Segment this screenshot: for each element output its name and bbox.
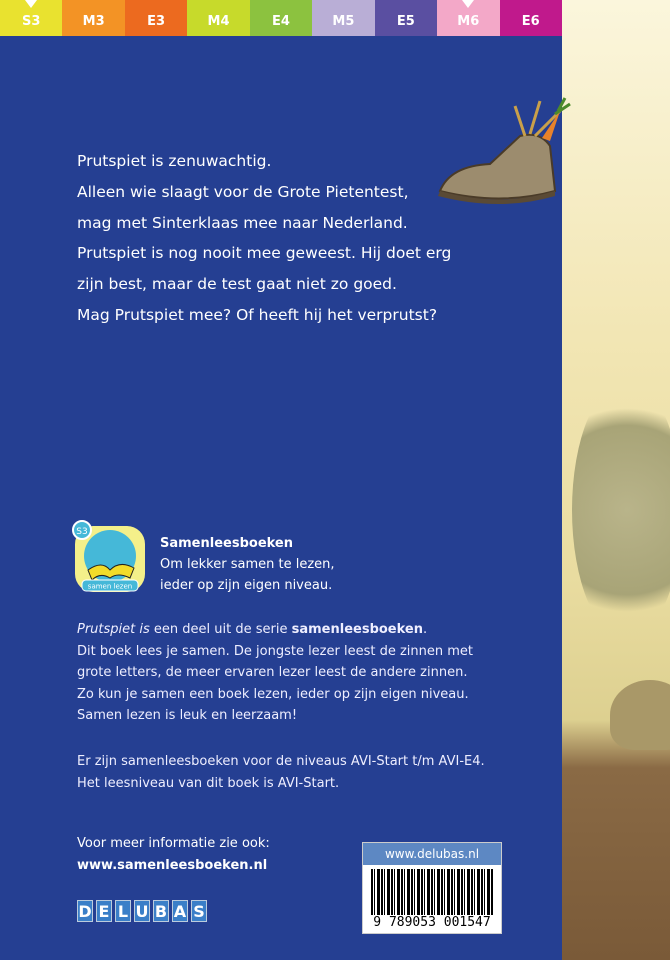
level-e4 <box>250 0 312 36</box>
series-name: samenleesboeken <box>291 622 423 637</box>
barcode-box <box>362 842 502 934</box>
publisher-letter: S <box>191 900 207 922</box>
level-m3 <box>62 0 124 36</box>
level-label: M4 <box>207 14 230 29</box>
blurb-line: Prutspiet is nog nooit mee geweest. Hij doet erg <box>77 244 452 263</box>
text: een deel uit de serie <box>149 622 292 637</box>
series-info <box>160 533 335 596</box>
info-label: Voor meer informatie zie ook: <box>77 836 270 851</box>
level-m4 <box>187 0 249 36</box>
level-label: E5 <box>396 14 415 29</box>
level-label: M6 <box>457 14 480 29</box>
publisher-letter: D <box>78 902 92 921</box>
level-line: Het leesniveau van dit boek is AVI-Start. <box>77 775 340 791</box>
description-line: Samen lezen is leuk en leerzaam! <box>77 708 298 723</box>
level-label: M3 <box>82 14 105 29</box>
level-m5 <box>312 0 374 36</box>
publisher-logo <box>77 900 207 922</box>
publisher-letter: B <box>154 902 168 921</box>
description-line: grote letters, de meer ervaren lezer leest de andere zinnen. <box>77 665 468 680</box>
publisher-letter: A <box>173 902 187 921</box>
publisher-letter: L <box>115 900 131 922</box>
level-label: M5 <box>332 14 355 29</box>
level-e3 <box>125 0 187 36</box>
blurb-line: Alleen wie slaagt voor de Grote Pietentest, <box>77 182 409 201</box>
blurb-line: zijn best, maar de test gaat niet zo goed. <box>77 275 397 294</box>
level-label: E6 <box>521 14 540 29</box>
blurb-line: Prutspiet is zenuwachtig. <box>77 152 272 170</box>
publisher-letter: U <box>135 902 149 921</box>
series-line: Om lekker samen te lezen, <box>160 557 335 572</box>
more-info <box>77 833 270 877</box>
logo-badge: S3 <box>76 527 88 537</box>
level-e6 <box>500 0 562 36</box>
level-m6 <box>437 0 499 36</box>
level-label: E3 <box>147 14 166 29</box>
publisher-url: www.delubas.nl <box>363 843 501 865</box>
series-description <box>77 619 473 727</box>
text: . <box>423 622 428 637</box>
shoe-illustration-icon <box>430 96 580 216</box>
level-line: Er zijn samenleesboeken voor de niveaus AVI-Start t/m AVI-E4. <box>77 754 485 769</box>
level-label: E4 <box>272 14 290 29</box>
description-first-line <box>77 619 473 641</box>
info-url-link[interactable]: www.samenleesboeken.nl <box>77 858 268 873</box>
book-title: Prutspiet is <box>77 622 150 637</box>
description-line: Zo kun je samen een boek lezen, ieder op zijn eigen niveau. <box>77 686 469 702</box>
level-e5 <box>375 0 437 36</box>
level-marker-icon <box>25 0 37 8</box>
samen-lezen-logo-icon <box>72 520 148 596</box>
series-title: Samenleesboeken <box>160 536 294 551</box>
blurb <box>77 146 451 331</box>
level-label: S3 <box>22 14 41 29</box>
description-line: Dit boek lees je samen. De jongste lezer leest de zinnen met <box>77 643 474 659</box>
level-s3 <box>0 0 62 36</box>
blurb-line: Mag Prutspiet mee? Of heeft hij het verprutst? <box>77 305 438 324</box>
level-marker-icon <box>462 0 474 8</box>
barcode-icon <box>371 869 493 915</box>
isbn-number: 9 789053 001547 <box>373 915 491 930</box>
back-cover-panel <box>0 36 562 960</box>
series-line: ieder op zijn eigen niveau. <box>160 578 333 593</box>
logo-label: samen lezen <box>87 582 133 591</box>
level-description <box>77 751 485 794</box>
publisher-letter: E <box>96 900 112 922</box>
blurb-line: mag met Sinterklaas mee naar Nederland. <box>77 213 408 232</box>
level-strip <box>0 0 562 36</box>
